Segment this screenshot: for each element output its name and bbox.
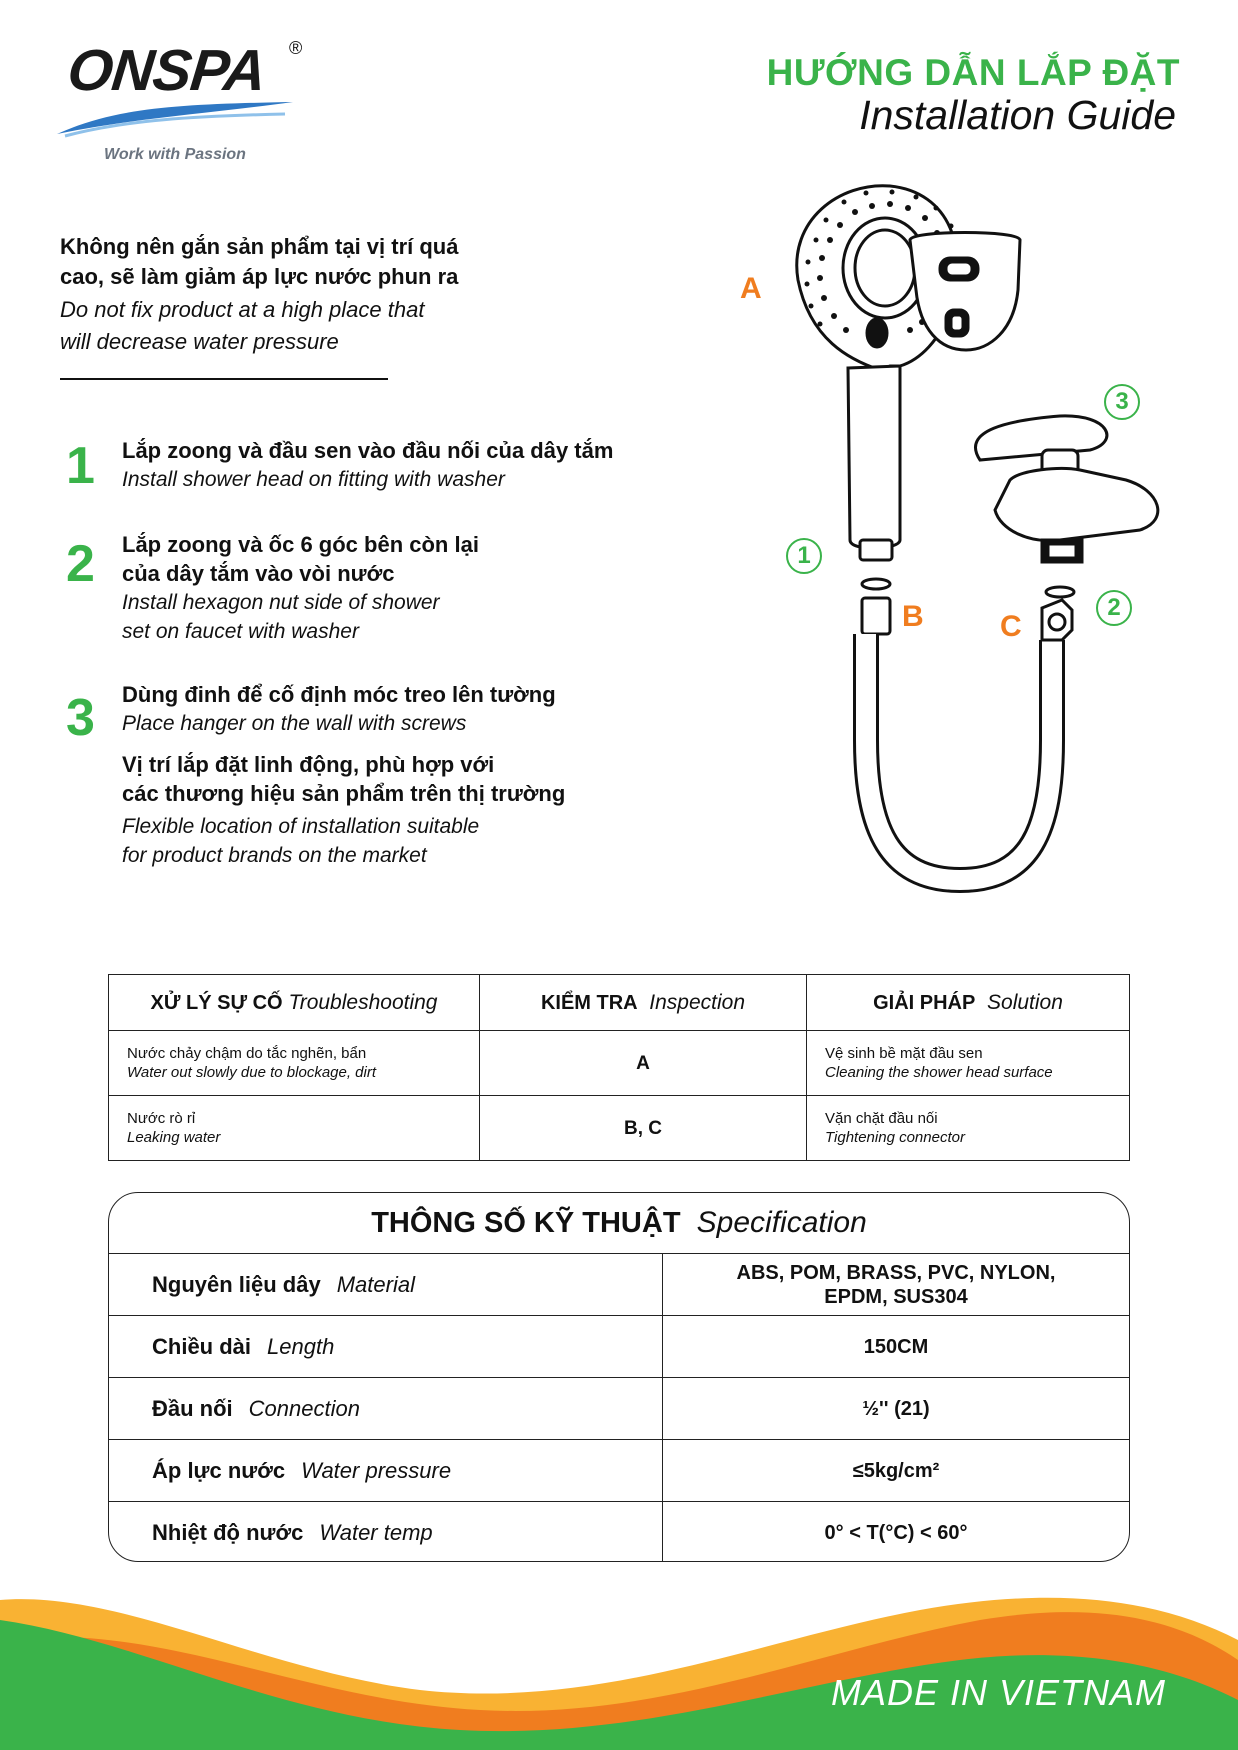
note-vi-line-1: Không nên gắn sản phẩm tại vị trí quá xyxy=(60,234,459,259)
inspection-cell: A xyxy=(480,1031,807,1096)
note-divider xyxy=(60,378,388,380)
step-1-vi: Lắp zoong và đầu sen vào đầu nối của dây tắm xyxy=(122,438,614,463)
spec-row-length: Chiều dài Length 150CM xyxy=(109,1316,1129,1378)
step-3-extra-vi-line-2: các thương hiệu sản phẩm trên thị trường xyxy=(122,781,566,806)
issue-cell: Nước rò rỉ Leaking water xyxy=(109,1096,480,1161)
spec-row-connection: Đầu nối Connection ½'' (21) xyxy=(109,1378,1129,1440)
step-2-vi-line-2: của dây tắm vào vòi nước xyxy=(122,561,395,586)
made-in-vietnam: MADE IN VIETNAM xyxy=(830,1672,1166,1713)
hose-fitting-icon xyxy=(862,598,890,634)
spec-row-pressure: Áp lực nước Water pressure ≤5kg/cm² xyxy=(109,1440,1129,1502)
faucet-icon xyxy=(975,416,1157,562)
inspection-cell: B, C xyxy=(480,1096,807,1161)
step-2-text xyxy=(122,530,722,646)
step-1-text xyxy=(122,436,722,494)
brand-logo: ONSPA xyxy=(64,38,269,103)
table-row xyxy=(109,1031,1130,1096)
logo-wave-icon xyxy=(55,100,295,140)
label-b: B xyxy=(902,600,924,633)
step-2-en-line-2: set on faucet with washer xyxy=(122,620,359,643)
step-1-en: Install shower head on fitting with washer xyxy=(122,468,505,491)
step-3-extra-vi-line-1: Vị trí lắp đặt linh động, phù hợp với xyxy=(122,752,495,777)
header-solution: GIẢI PHÁP Solution xyxy=(807,975,1130,1031)
label-c: C xyxy=(1000,610,1022,643)
footer-wave-decoration xyxy=(0,1580,1238,1750)
step-2-en-line-1: Install hexagon nut side of shower xyxy=(122,591,440,614)
installation-note xyxy=(60,232,580,358)
solution-cell: Vặn chặt đầu nối Tightening connector xyxy=(807,1096,1130,1161)
step-3-extra-en-line-1: Flexible location of installation suitable xyxy=(122,815,480,838)
troubleshooting-table xyxy=(108,974,1130,1161)
label-step-2: 2 xyxy=(1096,590,1132,626)
specification-table xyxy=(108,1192,1130,1562)
washer-icon xyxy=(862,579,890,589)
washer-icon xyxy=(1046,587,1074,597)
title-vietnamese: HƯỚNG DẪN LẮP ĐẶT xyxy=(766,52,1180,93)
title-english: Installation Guide xyxy=(859,92,1176,138)
label-a: A xyxy=(740,272,762,305)
step-3-number: 3 xyxy=(66,689,95,747)
step-2-vi-line-1: Lắp zoong và ốc 6 góc bên còn lại xyxy=(122,532,479,557)
header-troubleshooting: XỬ LÝ SỰ CỐ Troubleshooting xyxy=(109,975,480,1031)
shower-set-illustration xyxy=(780,180,1200,900)
issue-cell: Nước chảy chậm do tắc nghẽn, bẩn Water out slowly due to blockage, dirt xyxy=(109,1031,480,1096)
step-3-extra-en-line-2: for product brands on the market xyxy=(122,844,427,867)
label-step-3: 3 xyxy=(1104,384,1140,420)
step-3-text xyxy=(122,680,722,870)
header-inspection: KIỂM TRA Inspection xyxy=(480,975,807,1031)
table-header-row xyxy=(109,975,1130,1031)
step-3-en: Place hanger on the wall with screws xyxy=(122,712,467,735)
label-step-1: 1 xyxy=(786,538,822,574)
note-en-line-2: will decrease water pressure xyxy=(60,329,339,354)
step-3-vi: Dùng đinh để cố định móc treo lên tường xyxy=(122,682,556,707)
table-row xyxy=(109,1096,1130,1161)
step-2-number: 2 xyxy=(66,535,95,593)
note-vi-line-2: cao, sẽ làm giảm áp lực nước phun ra xyxy=(60,264,459,289)
spec-row-material: Nguyên liệu dây Material ABS, POM, BRASS, PVC, NYLON, EPDM, SUS304 xyxy=(109,1254,1129,1316)
registered-mark: ® xyxy=(289,38,303,58)
step-1-number: 1 xyxy=(66,437,95,495)
solution-cell: Vệ sinh bề mặt đầu sen Cleaning the shower head surface xyxy=(807,1031,1130,1096)
brand-tagline: Work with Passion xyxy=(104,146,246,163)
note-en-line-1: Do not fix product at a high place that xyxy=(60,297,425,322)
spec-title: THÔNG SỐ KỸ THUẬT Specification xyxy=(109,1193,1129,1254)
spec-row-temperature: Nhiệt độ nước Water temp 0° < T(°C) < 60° xyxy=(109,1502,1129,1562)
